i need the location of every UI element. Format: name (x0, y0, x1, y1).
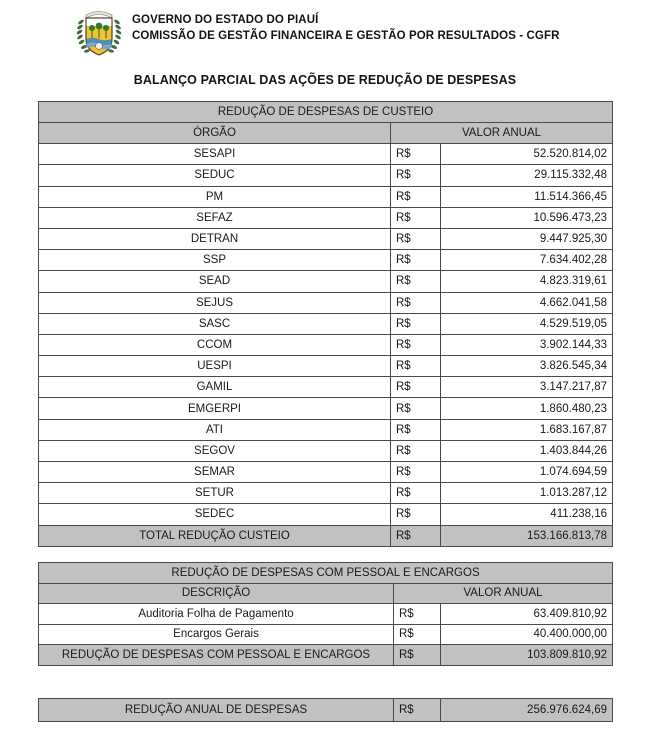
cell-orgao: PM (39, 186, 391, 207)
cell-valor: 1.403.844,26 (441, 440, 613, 461)
table-reducao-custeio (38, 101, 613, 547)
cell-orgao: EMGERPI (39, 398, 391, 419)
column-header-descricao: DESCRIÇÃO (39, 583, 394, 604)
table-row (39, 292, 613, 313)
cell-valor: 10.596.473,23 (441, 207, 613, 228)
table-row (39, 440, 613, 461)
header-line-governo: GOVERNO DO ESTADO DO PIAUÍ (132, 14, 319, 26)
cell-orgao: GAMIL (39, 377, 391, 398)
cell-currency: R$ (391, 504, 441, 525)
table-row (39, 398, 613, 419)
total-value-pessoal: 103.809.810,92 (441, 645, 613, 666)
cell-currency: R$ (391, 356, 441, 377)
total-label-custeio: TOTAL REDUÇÃO CUSTEIO (39, 525, 391, 546)
total-value-anual: 256.976.624,69 (441, 699, 613, 722)
table-row (39, 419, 613, 440)
cell-valor: 1.860.480,23 (441, 398, 613, 419)
cell-valor: 3.902.144,33 (441, 334, 613, 355)
total-label-pessoal: REDUÇÃO DE DESPESAS COM PESSOAL E ENCARGOS (39, 645, 394, 666)
cell-currency: R$ (391, 144, 441, 165)
cell-orgao: CCOM (39, 334, 391, 355)
table-header-row (39, 123, 613, 144)
table-reducao-pessoal-encargos (38, 562, 613, 666)
table-row (39, 462, 613, 483)
cell-valor: 29.115.332,48 (441, 165, 613, 186)
table-row (39, 604, 613, 625)
cell-valor: 4.662.041,58 (441, 292, 613, 313)
cell-currency: R$ (391, 250, 441, 271)
column-header-valor-anual: VALOR ANUAL (391, 123, 613, 144)
cell-orgao: DETRAN (39, 228, 391, 249)
table-total-row (39, 645, 613, 666)
total-label-anual: REDUÇÃO ANUAL DE DESPESAS (39, 699, 394, 722)
header-line-comissao: COMISSÃO DE GESTÃO FINANCEIRA E GESTÃO POR RESULTADOS - CGFR (132, 30, 560, 42)
table-row (39, 624, 613, 645)
cell-orgao: SASC (39, 313, 391, 334)
brasao-estado-piaui-icon (74, 6, 124, 60)
total-value-custeio: 153.166.813,78 (441, 525, 613, 546)
cell-currency: R$ (391, 292, 441, 313)
cell-currency: R$ (391, 207, 441, 228)
cell-descricao: Encargos Gerais (39, 624, 394, 645)
cell-valor: 411.238,16 (441, 504, 613, 525)
table-reducao-anual-despesas (38, 698, 613, 722)
table-row (39, 250, 613, 271)
table-row (39, 271, 613, 292)
cell-valor: 4.529.519,05 (441, 313, 613, 334)
table-row (39, 313, 613, 334)
table-row (39, 504, 613, 525)
cell-orgao: SEDUC (39, 165, 391, 186)
cell-orgao: SEFAZ (39, 207, 391, 228)
cell-valor: 63.409.810,92 (441, 604, 613, 625)
total-currency-anual: R$ (394, 699, 441, 722)
cell-currency: R$ (391, 377, 441, 398)
table-row (39, 228, 613, 249)
table-row (39, 356, 613, 377)
cell-valor: 1.013.287,12 (441, 483, 613, 504)
cell-currency: R$ (391, 398, 441, 419)
cell-orgao: ATI (39, 419, 391, 440)
cell-currency: R$ (391, 419, 441, 440)
cell-orgao: UESPI (39, 356, 391, 377)
cell-valor: 4.823.319,61 (441, 271, 613, 292)
total-currency-custeio: R$ (391, 525, 441, 546)
cell-currency: R$ (391, 228, 441, 249)
cell-currency: R$ (391, 165, 441, 186)
table-row (39, 334, 613, 355)
cell-orgao: SESAPI (39, 144, 391, 165)
banner-pessoal: REDUÇÃO DE DESPESAS COM PESSOAL E ENCARGOS (39, 563, 613, 584)
cell-orgao: SEMAR (39, 462, 391, 483)
cell-orgao: SEJUS (39, 292, 391, 313)
cell-currency: R$ (391, 313, 441, 334)
cell-valor: 9.447.925,30 (441, 228, 613, 249)
cell-orgao: SEDEC (39, 504, 391, 525)
column-header-valor-anual: VALOR ANUAL (394, 583, 613, 604)
table-total-row (39, 525, 613, 546)
cell-valor: 3.147.217,87 (441, 377, 613, 398)
table-header-row (39, 583, 613, 604)
table-row (39, 186, 613, 207)
total-currency-pessoal: R$ (394, 645, 441, 666)
table-row (39, 207, 613, 228)
cell-valor: 1.074.694,59 (441, 462, 613, 483)
cell-valor: 1.683.167,87 (441, 419, 613, 440)
column-header-orgao: ÓRGÃO (39, 123, 391, 144)
page-title: BALANÇO PARCIAL DAS AÇÕES DE REDUÇÃO DE DESPESAS (133, 73, 517, 87)
table-total-row (39, 699, 613, 722)
cell-valor: 11.514.366,45 (441, 186, 613, 207)
cell-currency: R$ (391, 334, 441, 355)
cell-currency: R$ (391, 271, 441, 292)
cell-orgao: SEAD (39, 271, 391, 292)
cell-currency: R$ (391, 483, 441, 504)
table-row (39, 165, 613, 186)
cell-currency: R$ (394, 624, 441, 645)
table-row (39, 144, 613, 165)
table-row (39, 483, 613, 504)
cell-orgao: SETUR (39, 483, 391, 504)
table-banner-row (39, 102, 613, 123)
document-header (0, 0, 650, 60)
cell-valor: 3.826.545,34 (441, 356, 613, 377)
cell-descricao: Auditoria Folha de Pagamento (39, 604, 394, 625)
table-banner-row (39, 563, 613, 584)
cell-orgao: SSP (39, 250, 391, 271)
cell-valor: 7.634.402,28 (441, 250, 613, 271)
header-text-block (132, 6, 559, 44)
cell-currency: R$ (391, 462, 441, 483)
cell-orgao: SEGOV (39, 440, 391, 461)
cell-valor: 40.400.000,00 (441, 624, 613, 645)
cell-currency: R$ (391, 186, 441, 207)
banner-custeio: REDUÇÃO DE DESPESAS DE CUSTEIO (39, 102, 613, 123)
cell-currency: R$ (394, 604, 441, 625)
cell-currency: R$ (391, 440, 441, 461)
cell-valor: 52.520.814,02 (441, 144, 613, 165)
table-row (39, 377, 613, 398)
